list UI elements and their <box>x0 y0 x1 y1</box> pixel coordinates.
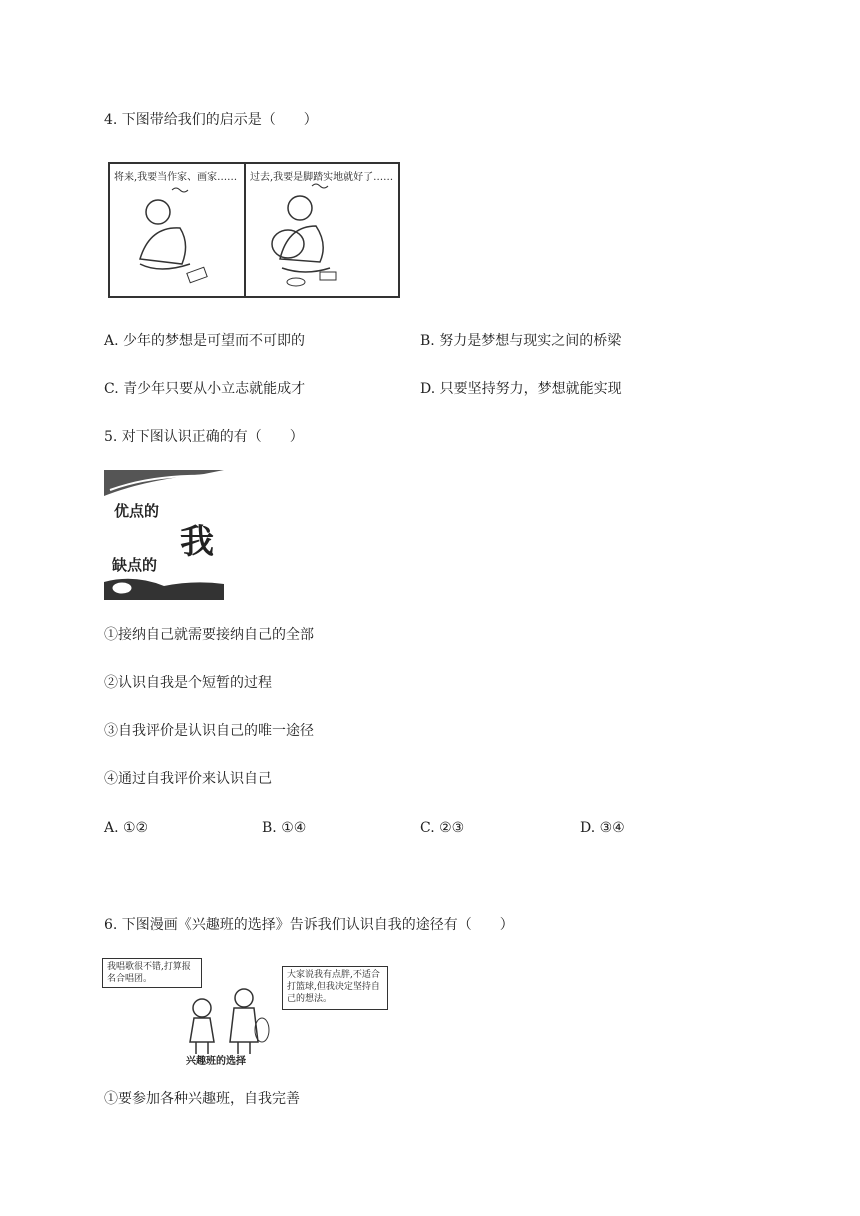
q4-left-caption: 将来,我要当作家、画家…… <box>114 172 238 183</box>
q6-cartoon-caption: 兴趣班的选择 <box>186 1056 246 1067</box>
q4-option-c: C. 青少年只要从小立志就能成才 <box>104 381 306 397</box>
q5-statement-2: ②认识自我是个短暂的过程 <box>104 675 272 691</box>
q4-cartoon-drawing <box>110 164 398 296</box>
q4-option-b: B. 努力是梦想与现实之间的桥梁 <box>420 333 622 349</box>
q5-statement-4: ④通过自我评价来认识自己 <box>104 771 272 787</box>
q5-statement-1: ①接纳自己就需要接纳自己的全部 <box>104 627 314 643</box>
q4-right-caption: 过去,我要是脚踏实地就好了…… <box>250 172 394 183</box>
q6-cartoon-drawing <box>102 958 392 1068</box>
q4-cartoon <box>108 162 400 298</box>
q5-stem: 5. 对下图认识正确的有（ ） <box>104 429 304 445</box>
q5-option-c: C. ②③ <box>420 820 465 836</box>
q5-image-line2: 缺点的 <box>112 556 158 574</box>
q5-option-d: D. ③④ <box>580 820 625 836</box>
q4-option-d: D. 只要坚持努力，梦想就能实现 <box>420 381 622 397</box>
q5-option-b: B. ①④ <box>262 820 307 836</box>
q6-bubble-right: 大家说我有点胖,不适合打篮球,但我决定坚持自己的想法。 <box>282 966 388 1010</box>
q5-statement-3: ③自我评价是认识自己的唯一途径 <box>104 723 314 739</box>
q6-cartoon <box>102 958 392 1068</box>
q5-option-a: A. ①② <box>104 820 149 836</box>
q6-bubble-left: 我唱歌很不错,打算报名合唱团。 <box>102 958 202 988</box>
q5-image-line1: 优点的 <box>114 502 160 520</box>
q4-stem: 4. 下图带给我们的启示是（ ） <box>104 112 318 128</box>
q5-image-big: 我 <box>180 522 214 562</box>
q6-statement-1: ①要参加各种兴趣班，自我完善 <box>104 1091 300 1107</box>
q4-option-a: A. 少年的梦想是可望而不可即的 <box>104 333 306 349</box>
q6-stem: 6. 下图漫画《兴趣班的选择》告诉我们认识自我的途径有（ ） <box>104 917 514 933</box>
q5-image <box>104 470 224 600</box>
